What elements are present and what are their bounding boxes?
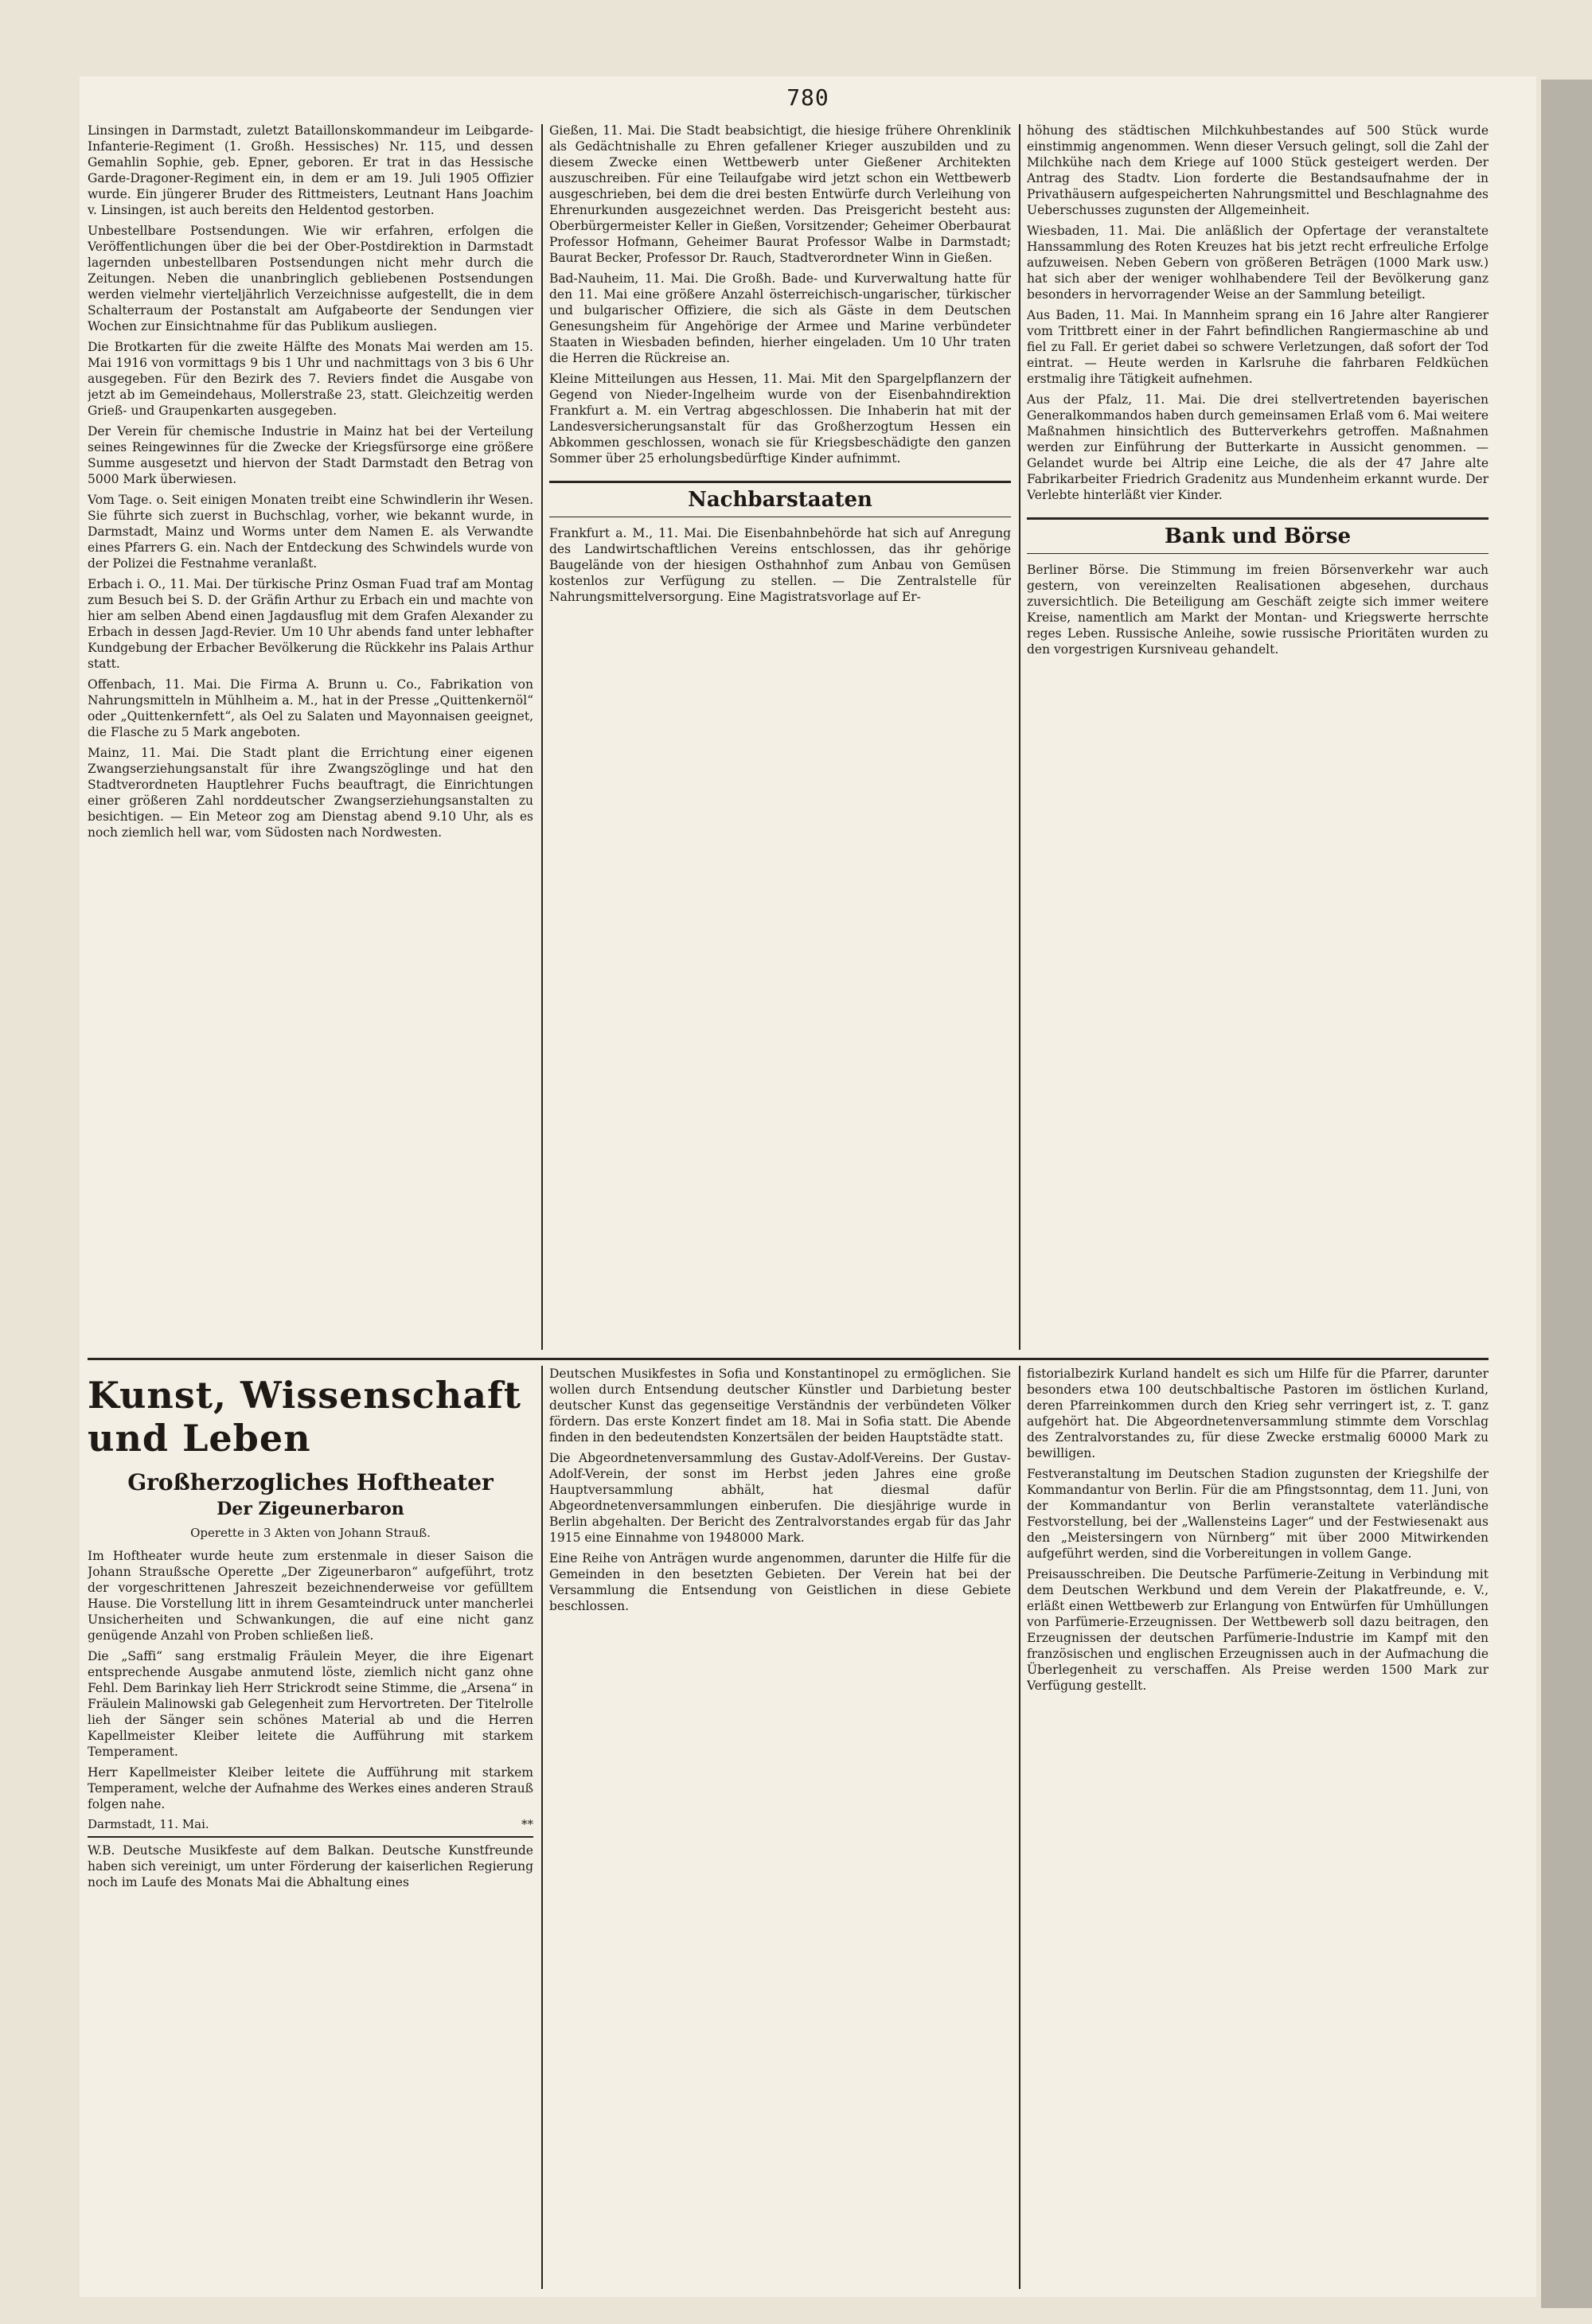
paragraph: höhung des städtischen Milchkuhbestandes auf 500 Stück wurde einstimmig angenommen. Wenn dieser Versuch gelingt, soll die Zahl der Milchkühe nach dem Kriege auf 1000 Stück gesteigert werden. Der Antrag des Stadtv. Lion forderte die Bestandsaufnahme der in Privathäusern aufgespeicherten Nahrungsmittel und Beschlagnahme des Ueberschusses zugunsten der Allgemeinheit. xyxy=(1027,123,1489,217)
dateline xyxy=(88,1817,533,1831)
paragraph: Kleine Mitteilungen aus Hessen, 11. Mai. Mit den Spargelpflanzern der Gegend von Nieder-Ingelheim wurde von der Eisenbahndirektion Frankfurt a. M. ein Vertrag abgeschlossen. Die Inhaberin hat mit der Landesversicherungsanstalt für das Großherzogtum Hessen ein Abkommen geschlossen, wonach sie für Kriegsbeschädigte den ganzen Sommer über 25 erholungsbedürftige Kinder aufnimmt. xyxy=(549,372,1011,466)
column-6 xyxy=(1027,1366,1489,2289)
play-title: Der Zigeunerbaron xyxy=(217,1499,404,1519)
paragraph: Erbach i. O., 11. Mai. Der türkische Prinz Osman Fuad traf am Montag zum Besuch bei S. D. der Gräfin Arthur zu Erbach ein und machte von hier am selben Abend einen Jagdausflug mit dem Grafen Alexander zu Erbach in dessen Jagd-Revier. Um 10 Uhr abends fand unter lebhafter Kundgebung der Erbacher Bevölkerung die Rückkehr ins Palais Arthur statt. xyxy=(88,577,533,671)
column-rule xyxy=(1019,124,1020,1350)
theater-heading: Großherzogliches Hoftheater xyxy=(127,1469,494,1495)
paragraph: Die Brotkarten für die zweite Hälfte des Monats Mai werden am 15. Mai 1916 von vormittags 9 bis 1 Uhr und nachmittags von 3 bis 6 Uhr ausgegeben. Für den Bezirk des 7. Reviers findet die Ausgabe von jetzt ab im Gemeindehaus, Mollerstraße 23, statt. Gleichzeitig werden Grieß- und Graupenkarten ausgegeben. xyxy=(88,340,533,418)
paragraph: Gießen, 11. Mai. Die Stadt beabsichtigt, die hiesige frühere Ohrenklinik als Gedächtnishalle zu Ehren gefallener Krieger auszubilden und zu diesem Zwecke einen Wettbewerb unter Gießener Architekten auszuschreiben. Für eine Teilaufgabe wird jetzt schon ein Wettbewerb ausgeschrieben, bei dem die drei besten Entwürfe durch Verleihung von Ehrenurkunden ausgezeichnet werden. Das Preisgericht besteht aus: Oberbürgermeister Keller in Gießen, Vorsitzender; Geheimer Oberbaurat Professor Hofmann, Geheimer Baurat Professor Walbe in Darmstadt; Baurat Becker, Professor Dr. Rauch, Stadtverordneter Winn in Gießen. xyxy=(549,123,1011,265)
section-heading-nachbarstaaten: Nachbarstaaten xyxy=(549,481,1011,517)
paragraph: Frankfurt a. M., 11. Mai. Die Eisenbahnbehörde hat sich auf Anregung des Landwirtschaftlichen Vereins entschlossen, das ihr gehörige Baugelände von der hiesigen Osthahnhof zum Anbau von Gemüsen kostenlos zur Verfügung zu stellen. — Die Zentralstelle für Nahrungsmittelversorgung. Eine Magistratsvorlage auf Er- xyxy=(549,526,1011,604)
play-subtitle: Operette in 3 Akten von Johann Strauß. xyxy=(190,1526,431,1540)
paragraph: Deutschen Musikfestes in Sofia und Konstantinopel zu ermöglichen. Sie wollen durch Entsendung deutscher Künstler und Darbietung bester deutscher Kunst das gegenseitige Verständnis der verbündeten Völker fördern. Das erste Konzert findet am 18. Mai in Sofia statt. Die Abende finden in den bedeutendsten Konzertsälen der beiden Hauptstädte statt. xyxy=(549,1367,1011,1445)
paragraph: Berliner Börse. Die Stimmung im freien Börsenverkehr war auch gestern, von vereinzelten Realisationen abgesehen, durchaus zuversichtlich. Die Beteiligung am Geschäft zeigte sich immer weitere Kreise, namentlich am Markt der Montan- und Kriegswerte herrschte reges Leben. Russische Anleihe, sowie russische Prioritäten wurden zu den vorgestrigen Kursniveau gehandelt. xyxy=(1027,563,1489,657)
paragraph: Unbestellbare Postsendungen. Wie wir erfahren, erfolgen die Veröffentlichungen über die bei der Ober-Postdirektion in Darmstadt lagernden unbestellbaren Postsendungen nicht mehr durch die Zeitungen. Neben die unanbringlich gebliebenen Postsendungen werden vielmehr vierteljährlich Verzeichnisse aufgestellt, die in dem Schalterraum der Postanstalt am Aufgabeorte der Sendungen vier Wochen zur Einsichtnahme für das Publikum ausliegen. xyxy=(88,224,533,333)
paragraph: Im Hoftheater wurde heute zum erstenmale in dieser Saison die Johann Straußsche Operette „Der Zigeunerbaron“ aufgeführt, trotz der vorgeschrittenen Jahreszeit bezeichnenderweise vor gefülltem Hause. Die Vorstellung litt in ihrem Gesamteindruck unter mancherlei Unsicherheiten und Schwankungen, die auf eine nicht ganz genügende Anzahl von Proben schließen ließ. xyxy=(88,1549,533,1643)
paragraph: W.B. Deutsche Musikfeste auf dem Balkan. Deutsche Kunstfreunde haben sich vereinigt, um unter Förderung der kaiserlichen Regierung noch im Laufe des Monats Mai die Abhaltung eines xyxy=(88,1836,533,1890)
column-3 xyxy=(1027,123,1489,1348)
paragraph: Linsingen in Darmstadt, zuletzt Bataillonskommandeur im Leibgarde-Infanterie-Regiment (1. Großh. Hessisches) Nr. 115, und dessen Gemahlin Sophie, geb. Epner, geboren. Er trat in das Hessische Garde-Dragoner-Regiment ein, in dem er am 19. Juli 1905 Offizier wurde. Ein jüngerer Bruder des Rittmeisters, Leutnant Hans Joachim v. Linsingen, ist auch bereits den Heldentod gestorben. xyxy=(88,123,533,217)
column-2 xyxy=(549,123,1011,1348)
column-rule xyxy=(541,1366,543,2289)
column-1 xyxy=(88,123,533,1348)
paragraph: Festveranstaltung im Deutschen Stadion zugunsten der Kriegshilfe der Kommandantur von Berlin. Für die am Pfingstsonntag, dem 11. Juni, von der Kommandantur von Berlin veranstaltete vaterländische Festvorstellung, bei der „Wallensteins Lager“ und der Festwiesenakt aus den „Meistersingern von Nürnberg“ mit über 2000 Mitwirkenden aufgeführt werden, sind die Vorbereitungen in vollem Gange. xyxy=(1027,1467,1489,1561)
paragraph: Herr Kapellmeister Kleiber leitete die Aufführung mit starkem Temperament, welche der Aufnahme des Werkes eines anderen Strauß folgen nahe. xyxy=(88,1765,533,1811)
section-heading-bank-boerse: Bank und Börse xyxy=(1027,517,1489,554)
column-4 xyxy=(88,1366,533,2289)
column-5 xyxy=(549,1366,1011,2289)
paragraph: Wiesbaden, 11. Mai. Die anläßlich der Opfertage der veranstaltete Hanssammlung des Roten Kreuzes hat bis jetzt recht erfreuliche Erfolge aufzuweisen. Neben Gebern von größeren Beträgen (1000 Mark usw.) hat sich aber der weniger wohlhabendere Teil der Bevölkerung ganz besonders in hervorragender Weise an der Sammlung beteiligt. xyxy=(1027,224,1489,302)
paragraph: fistorialbezirk Kurland handelt es sich um Hilfe für die Pfarrer, darunter besonders etwa 100 deutschbaltische Pastoren im östlichen Kurland, deren Pfarreinkommen durch den Krieg sehr verringert ist, z. T. ganz aufgehört hat. Die Abgeordnetenversammlung stimmte dem Vorschlag des Zentralvorstandes zu, für diese Zwecke erstmalig 60000 Mark zu bewilligen. xyxy=(1027,1367,1489,1460)
paragraph: Aus der Pfalz, 11. Mai. Die drei stellvertretenden bayerischen Generalkommandos haben durch gemeinsamen Erlaß vom 6. Mai weitere Maßnahmen hinsichtlich des Butterverkehrs getroffen. Maßnahmen werden zur Einführung der Butterkarte in Aussicht genommen. — Gelandet wurde bei Altrip eine Leiche, die als der 47 Jahre alte Fabrikarbeiter Friedrich Gradenitz aus Mundenheim erkannt wurde. Der Verlebte hinterläßt vier Kinder. xyxy=(1027,392,1489,502)
column-rule xyxy=(541,124,543,1350)
paragraph: Preisausschreiben. Die Deutsche Parfümerie-Zeitung in Verbindung mit dem Deutschen Werkbund und dem Verein der Plakatfreunde, e. V., erläßt einen Wettbewerb zur Erlangung von Entwürfen für Umhüllungen von Parfümerie-Erzeugnissen. Der Wettbewerb soll dazu beitragen, den Erzeugnissen der deutschen Parfümerie-Industrie im Kampf mit den französischen und englischen Erzeugnissen auch in der Aufmachung die Überlegenheit zu verschaffen. Als Preise werden 1500 Mark zur Verfügung gestellt. xyxy=(1027,1567,1489,1693)
signature: ** xyxy=(521,1817,533,1831)
paragraph: Vom Tage. o. Seit einigen Monaten treibt eine Schwindlerin ihr Wesen. Sie führte sich zuerst in Buchschlag, vorher, wie bekannt wurde, in Darmstadt, Mainz und Worms unter dem Namen E. als Verwandte eines Pfarrers G. ein. Nach der Entdeckung des Schwindels wurde von der Polizei die Festnahme veranlaßt. xyxy=(88,493,533,571)
paragraph: Mainz, 11. Mai. Die Stadt plant die Errichtung einer eigenen Zwangserziehungsanstalt für ihre Zwangszöglinge und hat den Stadtverordneten Hauptlehrer Fuchs beauftragt, die Einrichtungen einer größeren Zahl norddeutscher Zwangserziehungsanstalten zu besichtigen. — Ein Meteor zog am Dienstag abend 9.10 Uhr, als es noch ziemlich hell war, vom Südosten nach Nordwesten. xyxy=(88,746,533,840)
paragraph: Der Verein für chemische Industrie in Mainz hat bei der Verteilung seines Reingewinnes für die Zwecke der Kriegsfürsorge eine größere Summe ausgesetzt und hiervon der Stadt Darmstadt den Betrag von 5000 Mark überwiesen. xyxy=(88,424,533,486)
newspaper-page xyxy=(80,76,1536,2297)
paragraph: Offenbach, 11. Mai. Die Firma A. Brunn u. Co., Fabrikation von Nahrungsmitteln in Mühlheim a. M., hat in der Presse „Quittenkernöl“ oder „Quittenkernfett“, als Oel zu Salaten und Mayonnaisen geeignet, die Flasche zu 5 Mark angeboten. xyxy=(88,677,533,739)
paragraph: Die Abgeordnetenversammlung des Gustav-Adolf-Vereins. Der Gustav-Adolf-Verein, der sonst im Herbst jeden Jahres eine große Hauptversammlung abhält, hat diesmal dafür Abgeordnetenversammlungen einberufen. Die diesjährige wurde in Berlin abgehalten. Der Bericht des Zentralvorstandes ergab für das Jahr 1915 eine Einnahme von 1948000 Mark. xyxy=(549,1451,1011,1545)
paragraph: Aus Baden, 11. Mai. In Mannheim sprang ein 16 Jahre alter Rangierer vom Trittbrett einer in der Fahrt befindlichen Rangiermaschine ab und fiel zu Fall. Er geriet dabei so schwere Verletzungen, daß sofort der Tod eintrat. — Heute werden in Karlsruhe die fahrbaren Feldküchen erstmalig ihre Tätigkeit aufnehmen. xyxy=(1027,308,1489,386)
paragraph: Die „Saffi“ sang erstmalig Fräulein Meyer, die ihre Eigenart entsprechende Ausgabe anmutend löste, ziemlich nicht ganz ohne Fehl. Dem Barinkay lieh Herr Strickrodt seine Stimme, die „Arsena“ in Fräulein Malinowski gab Gelegenheit zum Hervortreten. Der Titelrolle lieh der Sänger sein schönes Material ab und die Herren Kapellmeister Kleiber leitete die Aufführung mit starkem Temperament. xyxy=(88,1649,533,1759)
adjacent-page-edge xyxy=(1541,80,1592,2308)
horizontal-rule xyxy=(88,1358,1489,1360)
dateline-text: Darmstadt, 11. Mai. xyxy=(88,1817,209,1831)
column-rule xyxy=(1019,1366,1020,2289)
paragraph: Eine Reihe von Anträgen wurde angenommen, darunter die Hilfe für die Gemeinden in den besetzten Gebieten. Der Verein hat bei der Versammlung die Entsendung von Geistlichen in diese Gebiete beschlossen. xyxy=(549,1551,1011,1613)
paragraph: Bad-Nauheim, 11. Mai. Die Großh. Bade- und Kurverwaltung hatte für den 11. Mai eine größere Anzahl österreichisch-ungarischer, türkischer und bulgarischer Offiziere, die sich als Gäste in dem Deutschen Genesungsheim für Angehörige der Armee und Marine verbündeter Staaten in Wiesbaden befinden, hierher eingeladen. Um 10 Uhr traten die Herren die Rückreise an. xyxy=(549,271,1011,365)
page-number: 780 xyxy=(786,84,829,111)
feuilleton-heading: Kunst, Wissenschaft und Leben xyxy=(88,1374,522,1460)
